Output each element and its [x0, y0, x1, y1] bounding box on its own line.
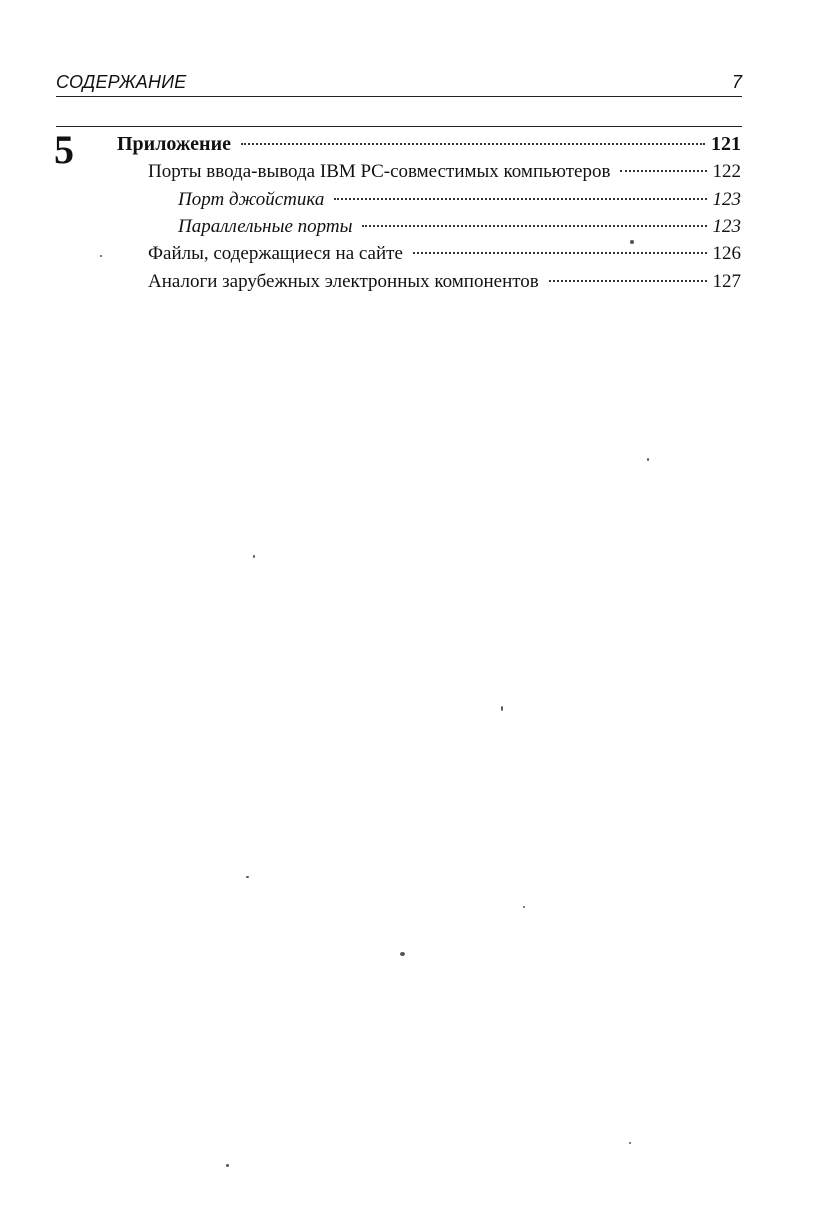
scan-speck	[629, 1142, 631, 1144]
toc-entry	[148, 242, 741, 266]
toc-chapter-entry	[117, 132, 741, 156]
toc-subentry	[178, 215, 741, 239]
toc-entry-page: 126	[712, 243, 741, 264]
dot-leader	[620, 170, 706, 172]
running-header-title: СОДЕРЖАНИЕ	[56, 72, 187, 92]
scan-speck	[246, 876, 249, 878]
chapter-number: 5	[54, 127, 74, 172]
dot-leader	[334, 198, 706, 200]
scan-speck	[523, 906, 525, 908]
dot-leader	[413, 252, 707, 254]
toc-entry-page: 122	[712, 161, 741, 182]
scan-speck	[501, 706, 503, 711]
toc-entry-label: Порты ввода-вывода IBM PC-совместимых компьютеров	[148, 161, 611, 182]
toc-chapter-page: 121	[711, 133, 741, 155]
dot-leader	[362, 225, 706, 227]
scan-speck	[253, 555, 255, 558]
toc-entry-page: 123	[712, 189, 741, 210]
toc-entry-label: Порт джойстика	[178, 189, 325, 210]
table-of-contents	[0, 0, 828, 400]
scan-speck	[226, 1164, 229, 1167]
toc-entry	[148, 270, 741, 294]
toc-subentry	[178, 188, 741, 212]
toc-entry-page: 127	[712, 271, 741, 292]
dot-leader	[549, 280, 707, 282]
running-header-page-number: 7	[731, 72, 742, 92]
dot-leader	[241, 143, 705, 145]
toc-chapter-title: Приложение	[117, 133, 231, 155]
scan-speck	[630, 240, 634, 244]
toc-entry-label: Аналоги зарубежных электронных компонентов	[148, 271, 539, 292]
scan-speck	[400, 952, 405, 956]
toc-entry-page: 123	[712, 216, 741, 237]
scan-speck	[100, 255, 102, 257]
toc-entry-label: Параллельные порты	[178, 216, 353, 237]
scan-speck	[647, 458, 649, 461]
toc-entry-label: Файлы, содержащиеся на сайте	[148, 243, 403, 264]
toc-entry	[148, 160, 741, 184]
